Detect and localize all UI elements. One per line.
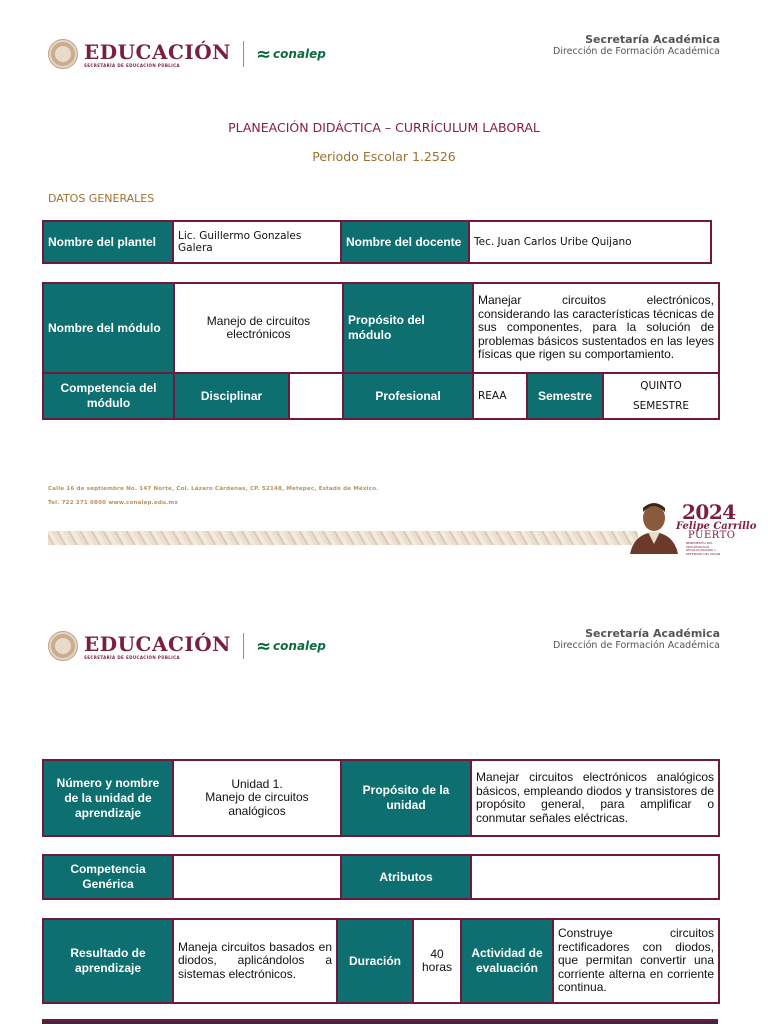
unit-number-label: Número y nombre de la unidad de aprendizaje [43,760,173,836]
brand-title: EDUCACIÓN [84,39,231,64]
educacion-logo-page-2 [48,629,326,663]
conalep-swoosh-icon: ≈ [255,43,272,65]
conalep-logo [256,44,326,65]
disciplinar-label: Disciplinar [174,373,289,419]
secretaria-block [553,33,720,57]
generic-competence-value [173,855,341,899]
semestre-value-line-2: SEMESTRE [633,400,690,412]
conalep-swoosh-icon: ≈ [255,635,272,657]
secretaria-title: Secretaría Académica [585,627,720,640]
secretaria-title: Secretaría Académica [585,33,720,46]
secretaria-block-page-2 [553,627,720,651]
plantel-value: Lic. Guillermo Gonzales Galera [173,221,341,263]
portrait-icon [624,500,680,554]
profesional-value: REAA [473,373,527,419]
unit-table [42,759,720,837]
learning-result-value: Maneja circuitos basados en diodos, aplicándolos a sistemas electrónicos. [173,919,337,1003]
national-seal-icon [48,631,78,661]
unit-number-line-2: Manejo de circuitos analógicos [205,790,309,818]
honoree-caption: BENEMÉRITO DEL PROLETARIADO, REVOLUCIONARIO Y DEFENSOR DEL MAYAB [686,541,721,556]
logo-divider [243,633,244,659]
evaluation-activity-label: Actividad de evaluación [461,919,553,1003]
generic-competence-label: Competencia Genérica [43,855,173,899]
school-period: Periodo Escolar 1.2526 [312,149,456,164]
docente-label: Nombre del docente [341,221,469,263]
decorative-band [48,531,638,545]
learning-result-label: Resultado de aprendizaje [43,919,173,1003]
unit-number-value [173,760,341,836]
attributes-value [471,855,719,899]
module-name-label: Nombre del módulo [43,283,174,373]
unit-number-line-1: Unidad 1. [231,776,283,791]
honoree-surname: PUERTO [688,530,736,541]
brand-subtitle: SECRETARÍA DE EDUCACIÓN PÚBLICA [84,62,180,68]
disciplinar-value [289,373,343,419]
logo-divider [243,41,244,67]
semestre-value-line-1: QUINTO [640,380,682,392]
module-name-value: Manejo de circuitos electrónicos [174,283,343,373]
result-table [42,918,720,1004]
general-data-table [42,220,712,264]
footer-contact: Tel. 722 271 0800 www.conalep.edu.mx [48,500,179,506]
conalep-name: conalep [273,639,326,653]
duration-label: Duración [337,919,413,1003]
module-purpose-value: Manejar circuitos electrónicos, considerando las características técnicas de sus componentes, para la solución de problemas básicos sustentados en las leyes físicas que rigen su comportamiento. [473,283,719,373]
module-table [42,282,720,420]
year-number: 2024 [682,500,736,524]
brand-subtitle: SECRETARÍA DE EDUCACIÓN PÚBLICA [84,654,180,660]
direccion-subtitle: Dirección de Formación Académica [553,640,720,651]
duration-value: 40 horas [413,919,461,1003]
year-2024-emblem [624,498,757,556]
module-competence-label: Competencia del módulo [43,373,174,419]
brand-title: EDUCACIÓN [84,631,231,656]
direccion-subtitle: Dirección de Formación Académica [553,46,720,57]
national-seal-icon [48,39,78,69]
competence-table [42,854,720,900]
footer-address: Calle 16 de septiembre No. 147 Norte, Col. Lázaro Cárdenas, CP. 52148, Metepec, Estado de México. [48,486,379,492]
section-title-datos-generales: DATOS GENERALES [48,192,155,205]
evaluation-activity-value: Construye circuitos rectificadores con diodos, que permitan convertir una corriente alterna en corriente continua. [553,919,719,1003]
next-table-edge [42,1019,718,1024]
profesional-label: Profesional [343,373,473,419]
conalep-name: conalep [273,47,326,61]
honoree-name: Felipe Carrillo [676,521,757,532]
semestre-label: Semestre [527,373,603,419]
docente-value: Tec. Juan Carlos Uribe Quijano [469,221,711,263]
attributes-label: Atributos [341,855,471,899]
unit-purpose-value: Manejar circuitos electrónicos analógicos básicos, empleando diodos y transistores de propósito general, para amplificar o conmutar señales eléctricas. [471,760,719,836]
document-title: PLANEACIÓN DIDÁCTICA – CURRÍCULUM LABORAL [228,120,540,135]
unit-purpose-label: Propósito de la unidad [341,760,471,836]
plantel-label: Nombre del plantel [43,221,173,263]
conalep-logo [256,636,326,657]
educacion-logo [48,37,326,71]
semestre-value [603,373,719,419]
module-purpose-label: Propósito del módulo [343,283,473,373]
